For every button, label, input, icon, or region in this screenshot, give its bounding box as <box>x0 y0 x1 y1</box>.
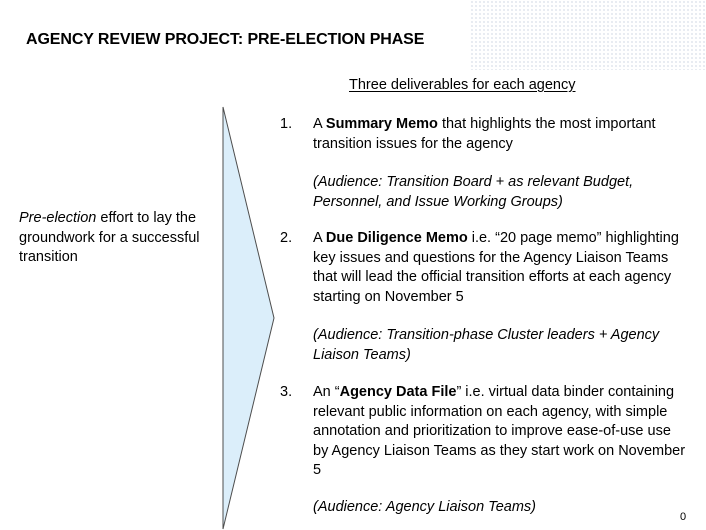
item-number-1: 1. <box>280 116 293 132</box>
item-3-pre: An “ <box>313 384 340 400</box>
item-1-post: that highlights the most important transition issues for the agency <box>313 116 656 152</box>
slide-title: AGENCY REVIEW PROJECT: PRE-ELECTION PHASE <box>26 31 425 48</box>
item-3-bold: Agency Data File <box>339 384 457 400</box>
item-number-3: 3. <box>280 384 293 400</box>
item-1-audience: (Audience: Transition Board + as relevant Budget, Personnel, and Issue Working Groups) <box>313 174 634 210</box>
item-3-post: ” i.e. virtual data binder containing relevant public information on each agency, with simple annotation and prioritization to improve ease-of-use use by Agency Liaison Teams as they start work on November 5 <box>313 384 686 478</box>
item-2-post: i.e. “20 page memo” highlighting key issues and questions for the Agency Liaison Teams that will lead the official transition efforts at each agency starting on November 5 <box>313 230 679 305</box>
item-1-text <box>313 115 688 154</box>
subtitle: Three deliverables for each agency <box>349 77 576 93</box>
item-3-audience: (Audience: Agency Liaison Teams) <box>313 499 536 515</box>
item-1-pre: A <box>313 116 326 132</box>
left-summary-text: effort to lay the groundwork for a successful transition <box>19 210 200 265</box>
item-1-bold: Summary Memo <box>325 116 438 132</box>
page-number: 0 <box>680 511 687 523</box>
bracket-arrow-shape <box>222 106 278 530</box>
item-2-audience: (Audience: Transition-phase Cluster leaders + Agency Liaison Teams) <box>313 327 660 363</box>
item-2-pre: A <box>313 230 326 246</box>
item-number-2: 2. <box>280 230 293 246</box>
item-3-text <box>313 383 688 481</box>
item-2-bold: Due Diligence Memo <box>325 230 468 246</box>
dotted-pattern <box>470 0 706 70</box>
item-2-text <box>313 229 688 307</box>
left-summary-italic: Pre-election <box>19 210 97 226</box>
left-summary <box>19 209 224 268</box>
